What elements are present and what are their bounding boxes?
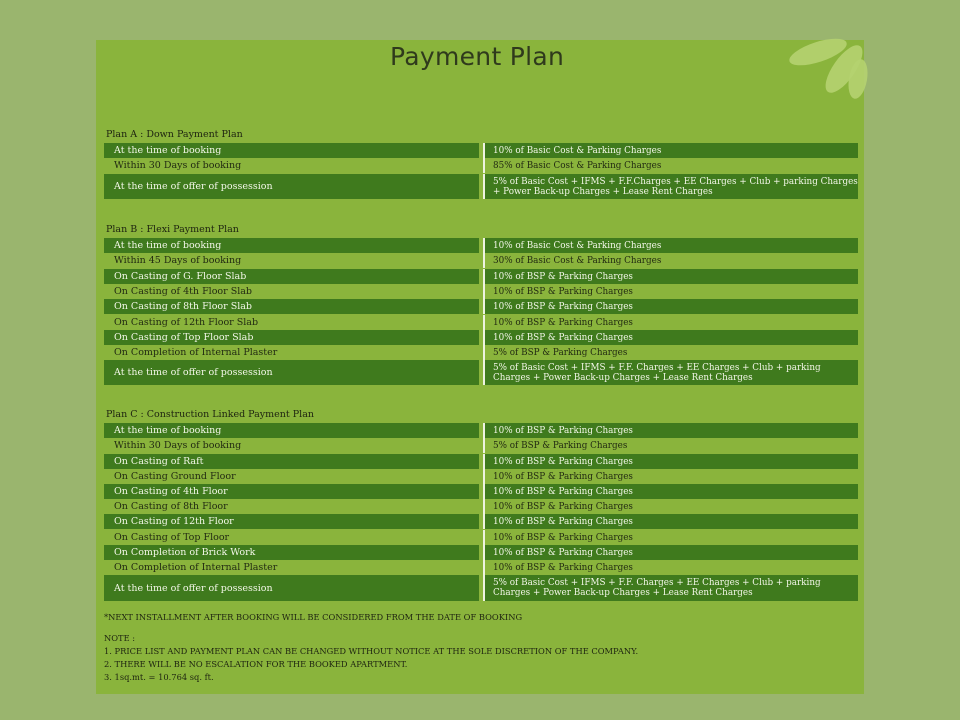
table-row [104, 560, 858, 575]
row-value: 10% of BSP & Parking Charges [483, 423, 858, 438]
row-value: 5% of Basic Cost + IFMS + F.F. Charges + EE Charges + Club + parking Charges + Power Back-up Charges + Lease Rent Charges [483, 575, 858, 601]
row-label: On Casting of Raft [104, 454, 479, 469]
row-label: On Casting of Top Floor [104, 530, 479, 545]
row-value: 85% of Basic Cost & Parking Charges [483, 158, 858, 173]
page-title: Payment Plan [390, 42, 565, 71]
table-row [104, 469, 858, 484]
table-row [104, 158, 858, 173]
row-value: 10% of BSP & Parking Charges [483, 530, 858, 545]
table-row [104, 530, 858, 545]
table-row [104, 299, 858, 314]
table-row [104, 484, 858, 499]
table-row [104, 438, 858, 453]
table-row [104, 423, 858, 438]
row-label: Within 30 Days of booking [104, 158, 479, 173]
row-value: 10% of Basic Cost & Parking Charges [483, 143, 858, 158]
table-row [104, 360, 858, 385]
plan-a-heading: Plan A : Down Payment Plan [106, 129, 243, 140]
plan-c-heading: Plan C : Construction Linked Payment Plan [106, 409, 314, 420]
note-item: 3. 1sq.mt. = 10.764 sq. ft. [104, 672, 214, 682]
table-row [104, 269, 858, 284]
table-row [104, 330, 858, 345]
payment-plan-sheet [96, 40, 864, 694]
row-label: At the time of booking [104, 238, 479, 253]
row-value: 10% of BSP & Parking Charges [483, 499, 858, 514]
row-label: At the time of offer of possession [104, 360, 479, 385]
row-label: On Completion of Internal Plaster [104, 345, 479, 360]
row-label: On Casting of 4th Floor Slab [104, 284, 479, 299]
row-value: 10% of BSP & Parking Charges [483, 269, 858, 284]
row-value: 10% of Basic Cost & Parking Charges [483, 238, 858, 253]
row-value: 30% of Basic Cost & Parking Charges [483, 253, 858, 268]
table-row [104, 514, 858, 529]
table-row [104, 253, 858, 268]
table-row [104, 575, 858, 601]
row-value: 5% of BSP & Parking Charges [483, 345, 858, 360]
table-row [104, 315, 858, 330]
row-value: 10% of BSP & Parking Charges [483, 315, 858, 330]
note-heading: NOTE : [104, 633, 136, 643]
row-value: 10% of BSP & Parking Charges [483, 454, 858, 469]
footnote: *NEXT INSTALLMENT AFTER BOOKING WILL BE CONSIDERED FROM THE DATE OF BOOKING [104, 612, 523, 622]
row-label: On Casting of 4th Floor [104, 484, 479, 499]
row-value: 10% of BSP & Parking Charges [483, 545, 858, 560]
table-row [104, 284, 858, 299]
table-row [104, 345, 858, 360]
row-label: At the time of booking [104, 143, 479, 158]
row-label: On Casting of 8th Floor [104, 499, 479, 514]
row-label: On Casting of G. Floor Slab [104, 269, 479, 284]
row-value: 5% of Basic Cost + IFMS + F.F.Charges + EE Charges + Club + parking Charges + Power Back-up Charges + Lease Rent Charges [483, 174, 858, 199]
row-label: On Casting of 8th Floor Slab [104, 299, 479, 314]
row-value: 10% of BSP & Parking Charges [483, 514, 858, 529]
note-item: 1. PRICE LIST AND PAYMENT PLAN CAN BE CHANGED WITHOUT NOTICE AT THE SOLE DISCRETION OF THE COMPANY. [104, 646, 639, 656]
row-label: At the time of offer of possession [104, 174, 479, 199]
table-row [104, 238, 858, 253]
row-label: On Casting of Top Floor Slab [104, 330, 479, 345]
table-row [104, 174, 858, 199]
row-value: 10% of BSP & Parking Charges [483, 284, 858, 299]
row-value: 10% of BSP & Parking Charges [483, 469, 858, 484]
row-label: At the time of offer of possession [104, 575, 479, 601]
row-label: On Casting of 12th Floor Slab [104, 315, 479, 330]
plan-b-heading: Plan B : Flexi Payment Plan [106, 224, 239, 235]
table-row [104, 545, 858, 560]
row-value: 10% of BSP & Parking Charges [483, 484, 858, 499]
row-label: On Completion of Brick Work [104, 545, 479, 560]
row-label: Within 30 Days of booking [104, 438, 479, 453]
row-value: 10% of BSP & Parking Charges [483, 299, 858, 314]
row-label: At the time of booking [104, 423, 479, 438]
row-value: 5% of Basic Cost + IFMS + F.F. Charges + EE Charges + Club + parking Charges + Power Back-up Charges + Lease Rent Charges [483, 360, 858, 385]
row-label: On Completion of Internal Plaster [104, 560, 479, 575]
note-item: 2. THERE WILL BE NO ESCALATION FOR THE BOOKED APARTMENT. [104, 659, 408, 669]
table-row [104, 454, 858, 469]
row-label: Within 45 Days of booking [104, 253, 479, 268]
row-value: 10% of BSP & Parking Charges [483, 560, 858, 575]
table-row [104, 499, 858, 514]
table-row [104, 143, 858, 158]
row-label: On Casting Ground Floor [104, 469, 479, 484]
row-label: On Casting of 12th Floor [104, 514, 479, 529]
row-value: 5% of BSP & Parking Charges [483, 438, 858, 453]
row-value: 10% of BSP & Parking Charges [483, 330, 858, 345]
